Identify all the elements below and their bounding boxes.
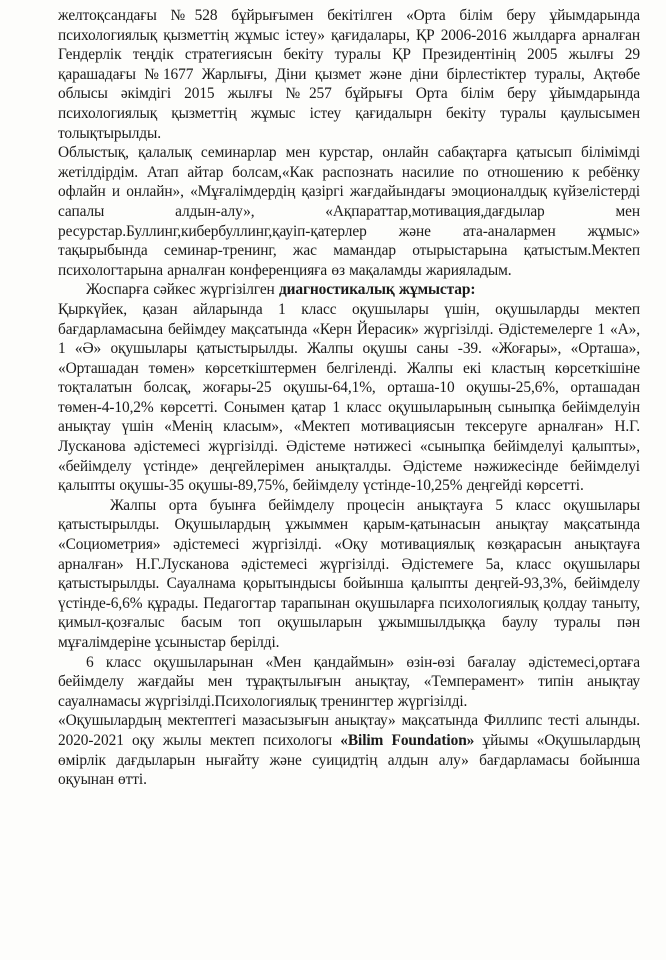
paragraph-grade5: Жалпы орта буынға бейімделу процесін анықтауға 5 класс оқушылары қатыстырылды. Оқушылардың ұжыммен қарым-қатынасын анықтау мақсатында «Социометрия» әдістемесі жүргізілді. «Оқу мотивациялық көзқарасын анықтауға арналған» Н.Г.Лусканова әдістемесі жүргізілді. Әдістемеге 5а, класс оқушылары қатыстырылды. Сауалнама қорытындысы бойынша қалыпты деңгей-93,3%, бейімделу үстінде-6,6% құрады. Педагогтар тарапынан оқушыларға психологиялық қолдау таныту, қимыл-қозғалыс басым топ оқушыларын ұжымшылдыққа баулу туралы пән мұғалімдеріне ұсыныстар берілді. bbox=[58, 496, 640, 651]
paragraph-seminars: Облыстық, қалалық семинарлар мен курстар, онлайн сабақтарға қатысып білімімді жетілдірдім. Атап айтар болсам,«Как распознать насилие по отношению к ребёнку офлайн и онлайн», «Мұғалімдердің қазіргі жағдайындағы эмоционалдық күйзелістерді сапалы алдын-алу», «Ақпараттар,мотивация,дағдылар мен ресурстар.Буллинг,кибербуллинг,қауіп-қатерлер және ата-аналармен жұмыс» тақырыбында семинар-тренинг, жас мамандар отырыстарына қатыстым.Мектеп психологтарына арналған конференцияға өз мақаламды жарияладым. bbox=[58, 144, 640, 279]
paragraph-grade1: Қыркүйек, қазан айларында 1 класс оқушылары үшін, оқушыларды мектеп бағдарламасына бейімдеу мақсатында «Керн Йерасик» жүргізілді. Әдістемелерге 1 «А», 1 «Ә» оқушылары қатыстырылды. Жалпы оқушы саны -39. «Жоғары», «Орташа», «Орташадан төмен» көрсеткіштермен белгіленді. Жалпы екі кластың көрсеткішіне тоқталатын болсақ, жоғары-25 оқушы-64,1%, орташа-10 оқушы-25,6%, орташадан төмен-4-10,2% көрсетті. Сонымен қатар 1 класс оқушыларының сыныпқа бейімделуін анықтау үшін «Менің класым», «Мектеп мотивациясын тексеруге арналған» Н.Г. Лусканова әдістемесі жүргізілді. Әдістеме нәтижесі «сыныпқа бейімделуі қалыпты», «бейімделу үстінде» деңгейлерімен анықталды. Әдістеме нәжижесінде бейімделуі қалыпты оқушы-35 оқушы-89,75%, бейімделу үстінде-10,25% деңгейді көрсетті. bbox=[58, 300, 640, 495]
org-name: «Bilim Foundation» bbox=[340, 731, 483, 749]
paragraph-diagnostic-heading bbox=[58, 280, 640, 300]
paragraph-regulations: желтоқсандағы №528 бұйрығымен бекітілген «Орта білім беру ұйымдарында психологиялық қызметтің жұмыс істеу» қағидалары, ҚР 2006-2016 жылдарға арналған Гендерлік теңдік стратегиясын бекіту туралы ҚР Президентінің 2005 жылғы 29 қарашадағы №1677 Жарлығы, Діни қызмет және діни бірлестіктер туралы, Ақтөбе облысы әкімдігі 2015 жылғы №257 бұйрығы Орта білім беру ұйымдарында психологиялық қызметтің жұмыс істеу қағидалырн бекіту туралы қаулысымен толықтырылды. bbox=[58, 7, 640, 142]
phillips-text-end: ұйымы «Оқушылардың өмірлік дағдыларын нығайту және суицидтің алдын алу» бағдарламасы бойынша оқуынан өтті. bbox=[58, 731, 640, 789]
phillips-text: «Оқушылардың мектептегі мазасызығын анықтау» мақсатында Филлипс тесті алынды. 2020-2021 оқу жылы мектеп психологы bbox=[58, 712, 640, 749]
paragraph-phillips bbox=[58, 711, 640, 789]
diagnostic-intro: Жоспарға сәйкес жүргізілген bbox=[86, 281, 275, 299]
paragraph-grade6: 6 класс оқушыларынан «Мен қандаймын» өзін-өзі бағалау әдістемесі,ортаға бейімделу жағдайы мен тұрақтылығын анықтау, «Темперамент» типін анықтау сауалнамасы жүргізілді.Психологиялық тренингтер жүргізілді. bbox=[58, 653, 640, 710]
diagnostic-heading: диагностикалық жұмыстар: bbox=[278, 281, 476, 299]
